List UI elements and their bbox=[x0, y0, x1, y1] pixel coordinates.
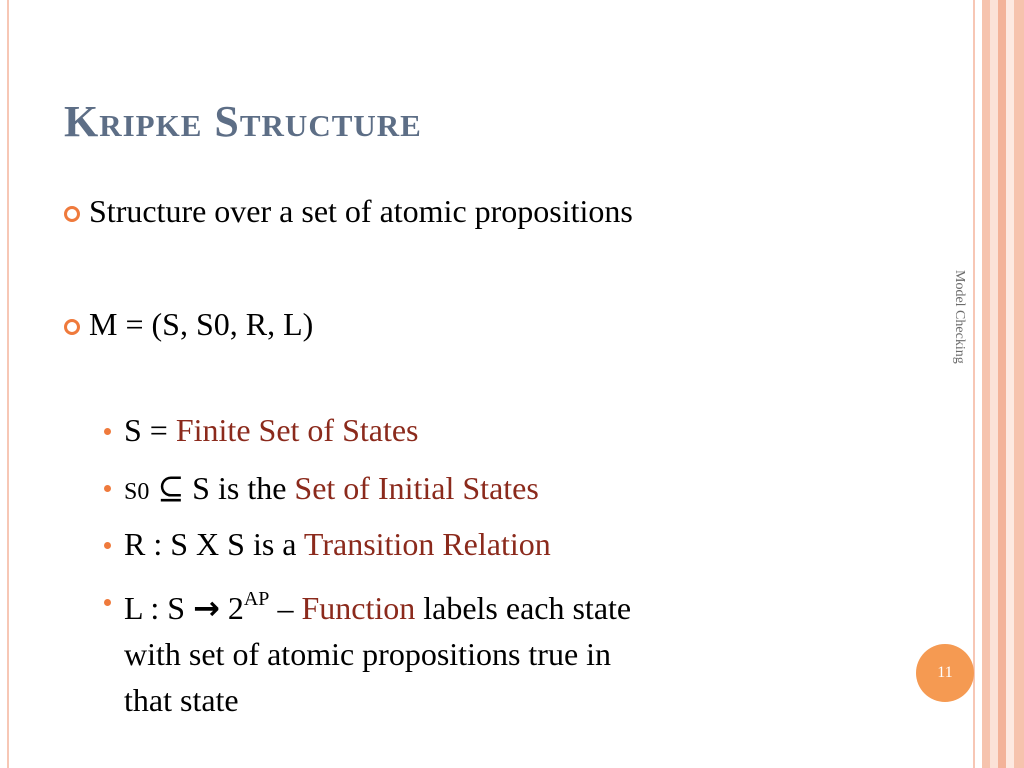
dot-bullet-icon bbox=[104, 542, 111, 549]
sub-bullet-transition bbox=[104, 526, 551, 563]
dash: – bbox=[269, 590, 302, 626]
dot-bullet-icon bbox=[104, 485, 111, 492]
sub-bullet-states bbox=[104, 412, 419, 449]
sub-bullet-labeling bbox=[104, 583, 864, 723]
continuation-text: that state bbox=[124, 682, 239, 718]
power-exponent: AP bbox=[243, 588, 270, 610]
bullet-structure bbox=[64, 193, 633, 230]
sub-bullet-prefix: R : S X S is a bbox=[124, 526, 304, 562]
ring-bullet-icon bbox=[64, 206, 80, 222]
dot-bullet-icon bbox=[104, 599, 111, 606]
dot-bullet-icon bbox=[104, 428, 111, 435]
side-label: Model Checking bbox=[952, 270, 967, 364]
decorative-stripes bbox=[976, 0, 1024, 768]
sub-bullet-text bbox=[124, 412, 419, 449]
bullet-model bbox=[64, 306, 313, 343]
continuation-text: labels each state bbox=[423, 590, 632, 626]
sub-bullet-initial-states bbox=[104, 469, 539, 507]
slide-title: Kripke Structure bbox=[64, 97, 422, 146]
ring-bullet-icon bbox=[64, 319, 80, 335]
page-number-badge bbox=[916, 644, 974, 702]
power-base: 2 bbox=[219, 590, 244, 626]
sub-bullet-prefix: S = bbox=[124, 412, 176, 448]
sub-bullet-prefix: S is the bbox=[184, 470, 295, 506]
bullet-text: Structure over a set of atomic propositions bbox=[89, 193, 633, 229]
bullet-text: M = (S, S0, R, L) bbox=[89, 306, 314, 342]
sub-bullet-text bbox=[124, 576, 631, 723]
sub-bullet-text bbox=[124, 469, 539, 507]
highlight-term: Finite Set of States bbox=[175, 412, 419, 448]
continuation-text: with set of atomic propositions true in bbox=[124, 636, 612, 672]
sub-bullet-text bbox=[124, 526, 551, 563]
highlight-term: Transition Relation bbox=[303, 526, 551, 562]
subset-symbol: ⊆ bbox=[157, 470, 185, 506]
page-number: 11 bbox=[937, 664, 953, 681]
s0-symbol: S0 bbox=[124, 479, 150, 505]
highlight-term: Function bbox=[301, 590, 416, 626]
arrow-icon: → bbox=[193, 589, 220, 627]
sub-bullet-prefix: L : S bbox=[124, 590, 194, 626]
highlight-term: Set of Initial States bbox=[294, 470, 539, 506]
